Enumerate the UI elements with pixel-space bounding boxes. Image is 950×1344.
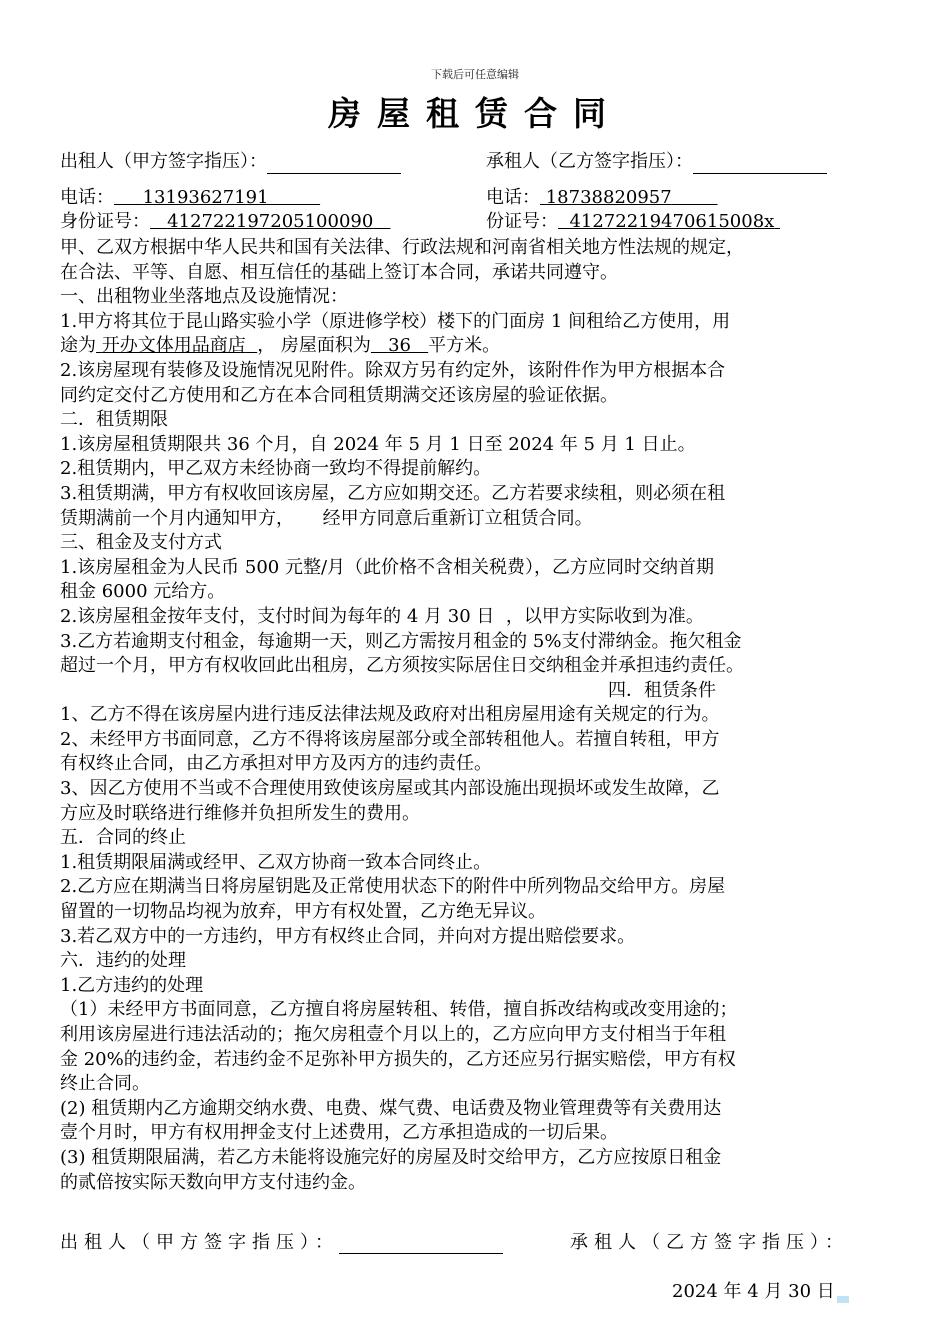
- section-heading: 三、租金及支付方式: [60, 532, 222, 554]
- clause-line: 留置的一切物品均视为放弃，甲方有权处置，乙方绝无异议。: [60, 901, 546, 923]
- clause-line: 金 20%的违约金，若违约金不足弥补甲方损失的，乙方还应另行据实赔偿，甲方有权: [60, 1048, 736, 1070]
- lessee-id-value: 41272219470615008x: [569, 211, 775, 232]
- signing-date: [672, 1277, 849, 1303]
- clause-line: 方应及时联络进行维修并负担所发生的费用。: [60, 802, 420, 824]
- lessee-id-label: 份证号：: [486, 211, 558, 232]
- section-heading: 一、出租物业坐落地点及设施情况：: [60, 286, 348, 308]
- lessor-label: 出租人（甲方签字指压）：: [60, 151, 267, 172]
- clause-line: (3) 租赁期限届满，若乙方未能将设施完好的房屋及时交给甲方，乙方应按原日租金: [60, 1146, 722, 1168]
- lessee-phone-label: 电话：: [486, 187, 540, 208]
- clause-line: （1）未经甲方书面同意，乙方擅自将房屋转租、转借，擅自拆改结构或改变用途的；: [60, 999, 738, 1021]
- page-title: 房屋租赁合同: [328, 94, 622, 133]
- clause-line: 的贰倍按实际天数向甲方支付违约金。: [60, 1171, 366, 1193]
- clause-line: 3.若乙双方中的一方违约，甲方有权终止合同，并向对方提出赔偿要求。: [60, 925, 636, 947]
- clause-line: 利用该房屋进行违法活动的；拖欠房租壹个月以上的，乙方应向甲方支付相当于年租: [60, 1024, 726, 1045]
- clause-line: 1.甲方将其位于昆山路实验小学（原进修学校）楼下的门面房 1 间租给乙方使用，用: [60, 310, 731, 332]
- section-heading: 四．租赁条件: [608, 679, 716, 701]
- clause-line: 2.该房屋租金按年支付，支付时间为每年的 4 月 30 日 ，以甲方实际收到为准。: [60, 605, 704, 627]
- footer-lessee-label: 承租人（乙方签字指压）：: [570, 1232, 849, 1253]
- section-heading: 五．合同的终止: [60, 827, 186, 849]
- clause-line: 租金 6000 元给方。: [60, 581, 226, 603]
- clause-line: 2.该房屋现有装修及设施情况见附件。除双方另有约定外，该附件作为甲方根据本合: [60, 359, 726, 381]
- lessee-signature-blank[interactable]: [693, 155, 827, 174]
- intro-line: 甲、乙双方根据中华人民共和国有关法律、行政法规和河南省相关地方性法规的规定，: [60, 237, 744, 258]
- clause-line: 终止合同。: [60, 1073, 150, 1095]
- footer-lessor-label: 出租人（甲方签字指压）：: [60, 1232, 339, 1253]
- footer-lessor-signature-blank[interactable]: [339, 1235, 503, 1254]
- clause-line: 有权终止合同，由乙方承担对甲方及丙方的违约责任。: [60, 753, 492, 775]
- lessee-label: 承租人（乙方签字指压）：: [486, 151, 693, 172]
- contract-body: [60, 236, 900, 1195]
- clause-line: 超过一个月，甲方有权收回此出租房，乙方须按实际居住日交纳租金并承担违约责任。: [60, 655, 744, 677]
- signing-date-text: 2024 年 4 月 30 日: [672, 1281, 835, 1302]
- property-area-value: 36: [388, 335, 411, 357]
- lessor-phone-label: 电话：: [60, 187, 114, 208]
- lessor-id-row: [60, 210, 390, 234]
- lessee-phone-value: 18738820957: [545, 187, 672, 208]
- section-heading: 二．租赁期限: [60, 409, 168, 431]
- clause-line: 1.该房屋租赁期限共 36 个月，自 2024 年 5 月 1 日至 2024 年 5 月 1 日止。: [60, 433, 696, 455]
- lessor-phone-row: [60, 186, 320, 210]
- lessor-id-value: 412722197205100090: [167, 211, 374, 232]
- clause-line: 赁期满前一个月内通知甲方， 经甲方同意后重新订立租赁合同。: [60, 507, 593, 529]
- footer-lessee-sign: [570, 1228, 849, 1254]
- clause-line: 2.乙方应在期满当日将房屋钥匙及正常使用状态下的附件中所列物品交给甲方。房屋: [60, 876, 726, 898]
- lessor-phone-value: 13193627191: [142, 187, 269, 208]
- footer-lessor-sign: [60, 1228, 503, 1254]
- clause-line: 1.租赁期限届满或经甲、乙双方协商一致本合同终止。: [60, 851, 492, 873]
- property-use-value: 开办文体用品商店: [101, 335, 246, 357]
- lessor-label-row: [60, 150, 401, 174]
- clause-line: 1.乙方违约的处理: [60, 974, 204, 996]
- clause-line: 同约定交付乙方使用和乙方在本合同租赁期满交还该房屋的验证依据。: [60, 384, 618, 406]
- lessor-id-label: 身份证号：: [60, 211, 150, 232]
- lessor-signature-blank[interactable]: [267, 155, 401, 174]
- clause-line: 壹个月时，甲方有权用押金支付上述费用，乙方承担造成的一切后果。: [60, 1122, 618, 1144]
- clause-line: 2.租赁期内，甲乙双方未经协商一致均不得提前解约。: [60, 458, 492, 480]
- clause-line: 3、因乙方使用不当或不合理使用致使该房屋或其内部设施出现损坏或发生故障，乙: [60, 778, 720, 800]
- clause-line: 3.乙方若逾期支付租金，每逾期一天，则乙方需按月租金的 5%支付滞纳金。拖欠租金: [60, 630, 742, 652]
- clause-line: 2、未经甲方书面同意，乙方不得将该房屋部分或全部转租他人。若擅自转租，甲方: [60, 728, 720, 750]
- section-heading: 六．违约的处理: [60, 950, 186, 972]
- cursor-highlight-mark: [837, 1296, 849, 1303]
- clause-line: (2) 租赁期内乙方逾期交纳水费、电费、煤气费、电话费及物业管理费等有关费用达: [60, 1097, 722, 1119]
- lessee-id-row: [486, 210, 780, 234]
- lessee-label-row: [486, 150, 827, 174]
- watermark-text: 下载后可任意编辑: [431, 68, 519, 81]
- lessee-phone-row: [486, 186, 718, 210]
- clause-line: 途为 开办文体用品商店 ， 房屋面积为 36 平方米。: [60, 335, 501, 357]
- intro-line: 在合法、平等、自愿、相互信任的基础上签订本合同，承诺共同遵守。: [60, 261, 618, 283]
- clause-line: 1、乙方不得在该房屋内进行违反法律法规及政府对出租房屋用途有关规定的行为。: [60, 704, 720, 726]
- clause-line: 1.该房屋租金为人民币 500 元整/月（此价格不含相关税费），乙方应同时交纳首期: [60, 556, 715, 578]
- clause-line: 3.租赁期满，甲方有权收回该房屋，乙方应如期交还。乙方若要求续租，则必须在租: [60, 482, 726, 504]
